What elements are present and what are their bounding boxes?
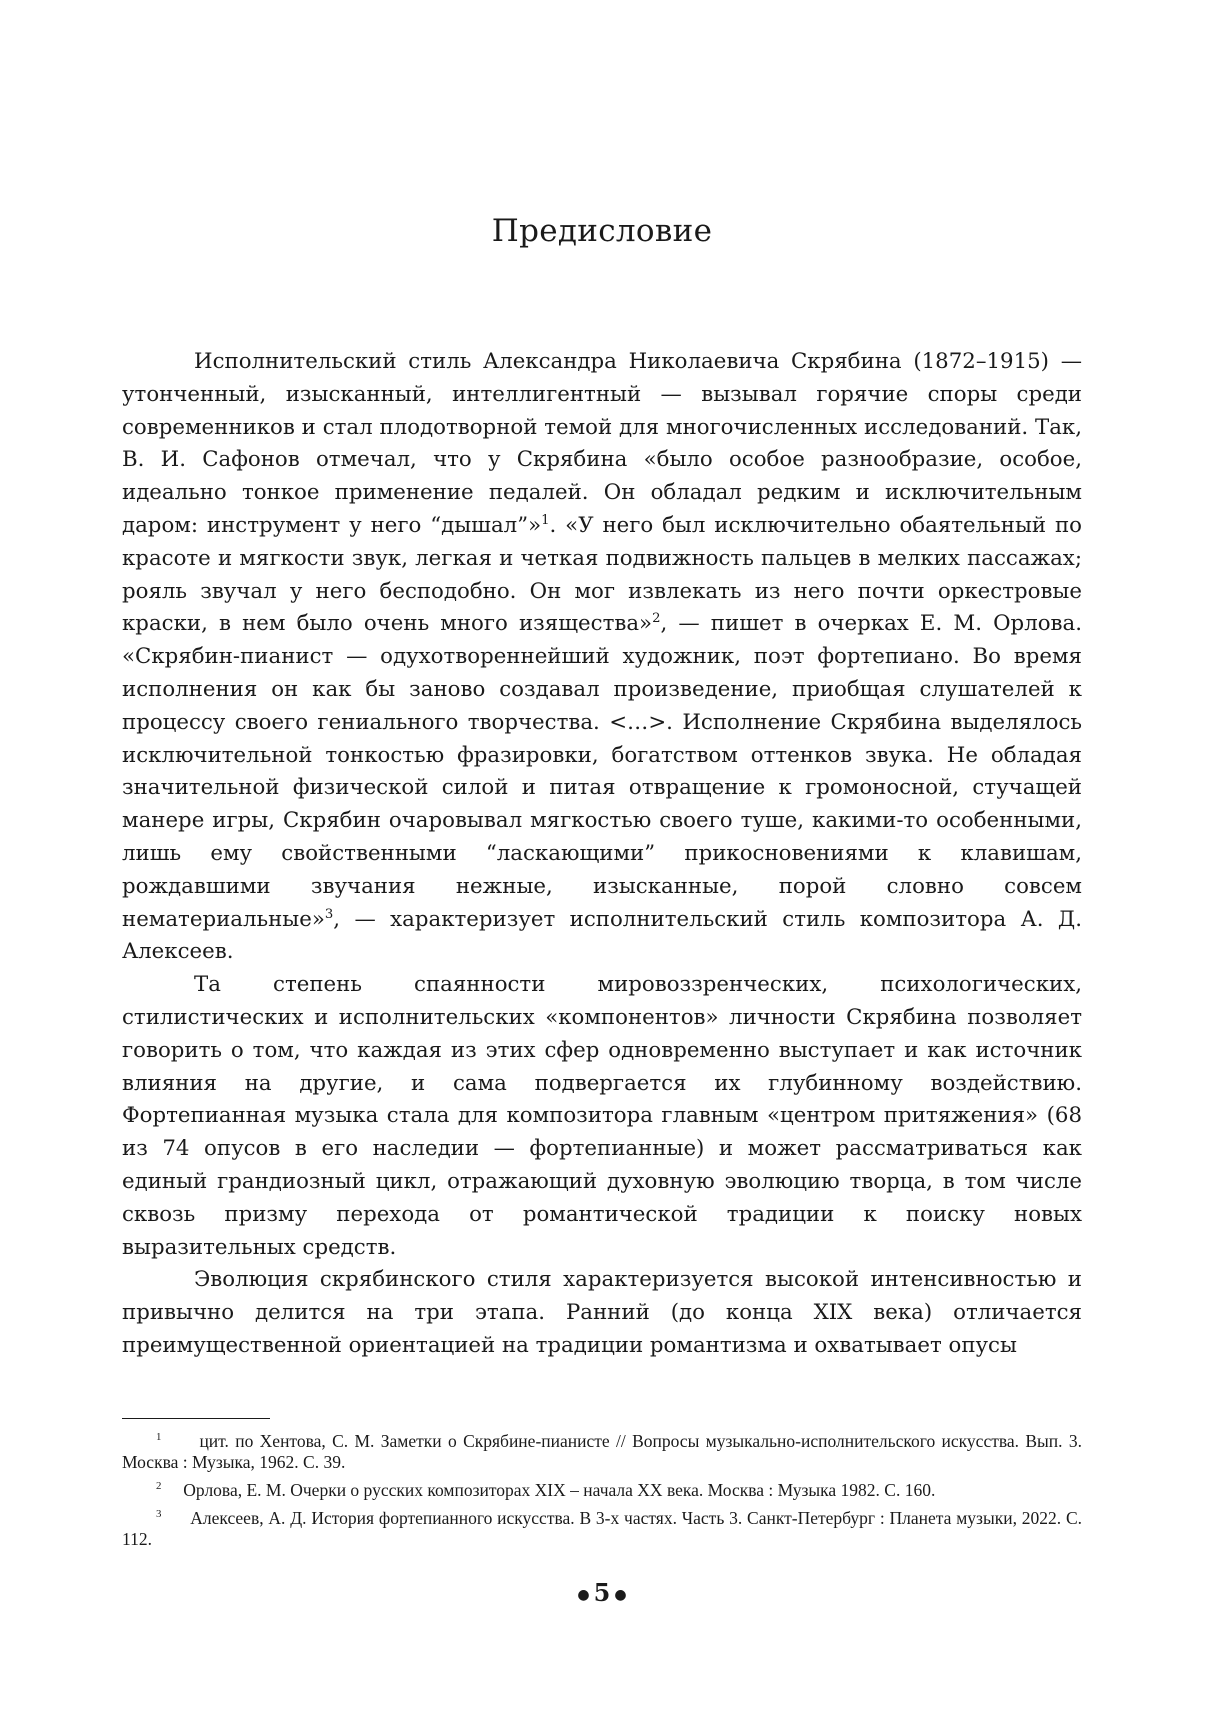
bullet-left-icon: ● (577, 1586, 590, 1603)
footnote-3 (122, 1508, 1082, 1550)
book-page (122, 0, 1082, 1713)
footnotes (122, 1418, 1082, 1557)
paragraph-1-text-c: , — пишет в очерках Е. М. Орлова. «Скрябин-пианист — одухотвореннейший художник, поэт фортепиано. Во время исполнения он как бы заново создавал произведение, приобщая слушателей к процессу своего гениального творчества. <…>. Исполнение Скрябина выделялось исключительной тонкостью фразировки, богатством оттенков звука. Не обладая значительной физической силой и питая отвращение к громоносной, стучащей манере игры, Скрябин очаровывал мягкостью своего туше, какими-то особенными, лишь ему свойственными “ласкающими” прикосновениями к клавишам, рождавшими звучания нежные, изысканные, порой словно совсем нематериальные» (122, 611, 1083, 932)
paragraph-1 (122, 346, 1082, 969)
footnote-mark-2: 2 (156, 1480, 162, 1493)
footnote-ref-1: 1 (541, 512, 550, 528)
footnote-text-3: Алексеев, А. Д. История фортепианного искусства. В 3-х частях. Часть 3. Санкт-Петербург : Планета музыки, 2022. С. 112. (122, 1508, 1082, 1549)
footnote-ref-2: 2 (652, 611, 661, 627)
footnote-text-2: Орлова, Е. М. Очерки о русских композиторах XIX – начала XX века. Москва : Музыка 1982. С. 160. (183, 1480, 936, 1500)
paragraph-1-text-b: . «У него был исключительно обаятельный по красоте и мягкости звук, легкая и четкая подвижность пальцев в мелких пассажах; рояль звучал у него бесподобно. Он мог извлекать из него почти оркестровые краски, в нем было очень много изящества» (122, 512, 1082, 637)
footnote-divider (122, 1418, 270, 1419)
footnote-mark-1: 1 (156, 1431, 162, 1444)
footnote-2 (122, 1480, 1082, 1501)
footnote-mark-3: 3 (156, 1508, 162, 1521)
page-title: Предисловие (491, 213, 713, 249)
bullet-right-icon: ● (614, 1586, 627, 1603)
paragraph-1-text-a: Исполнительский стиль Александра Николаевича Скрябина (1872–1915) — утонченный, изысканный, интеллигентный — вызывал горячие споры среди современников и стал плодотворной темой для многочисленных исследований. Так, В. И. Сафонов отмечал, что у Скрябина «было особое разнообразие, особое, идеально тонкое применение педалей. Он обладал редким и исключительным даром: инструмент у него “дышал”» (122, 349, 1082, 538)
paragraph-3: Эволюция скрябинского стиля характеризуется высокой интенсивностью и привычно делится на три этапа. Ранний (до конца XIX века) отличается преимущественной ориентацией на традиции романтизма и охватывает опусы (122, 1267, 1082, 1358)
body-text (122, 346, 1082, 1363)
footnote-ref-3: 3 (324, 906, 334, 922)
page-number-value: 5 (593, 1578, 611, 1607)
page-number (122, 1578, 1082, 1607)
paragraph-1-text-d: , — характеризует исполнительский стиль композитора А. Д. Алексеев. (122, 906, 1082, 965)
paragraph-2: Та степень спаянности мировоззренческих, психологических, стилистических и исполнительских «компонентов» личности Скрябина позволяет говорить о том, что каждая из этих сфер одновременно выступает и как источник влияния на другие, и сама подвергается их глубинному воздействию. Фортепианная музыка стала для композитора главным «центром притяжения» (68 из 74 опусов в его наследии — фортепианные) и может рассматриваться как единый грандиозный цикл, отражающий духовную эволюцию творца, в том числе сквозь призму перехода от романтической традиции к поиску новых выразительных средств. (122, 972, 1082, 1260)
footnote-text-1: цит. по Хентова, С. М. Заметки о Скрябине-пианисте // Вопросы музыкально-исполнительского искусства. Вып. 3. Москва : Музыка, 1962. С. 39. (122, 1431, 1082, 1472)
footnote-1 (122, 1431, 1082, 1473)
